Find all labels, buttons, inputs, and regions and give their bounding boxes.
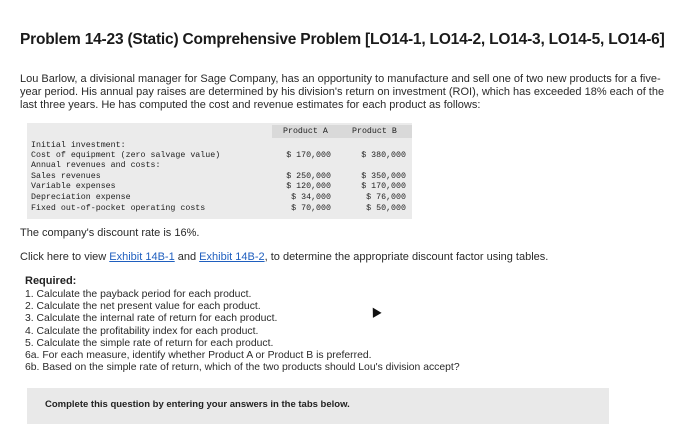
- table-row: [31, 161, 406, 171]
- product-b-value: $ 380,000: [361, 151, 406, 160]
- problem-title: Problem 14-23 (Static) Comprehensive Problem [LO14-1, LO14-2, LO14-3, LO14-5, LO14-6]: [20, 31, 665, 48]
- click-line-prefix: Click here to view: [20, 251, 110, 263]
- product-a-value: $ 250,000: [286, 172, 331, 181]
- required-heading: Required:: [25, 275, 77, 287]
- table-row: [31, 182, 406, 192]
- table-row: [31, 172, 406, 182]
- row-label: Fixed out-of-pocket operating costs: [31, 204, 206, 213]
- table-row: [31, 141, 406, 151]
- cost-revenue-table: [27, 123, 412, 219]
- instructions-banner: [27, 388, 609, 424]
- list-item: 2. Calculate the net present value for each product.: [25, 301, 261, 313]
- row-label: Variable expenses: [31, 182, 116, 191]
- row-label: Initial investment:: [31, 141, 126, 150]
- exhibit-14b-2-link[interactable]: Exhibit 14B-2: [199, 251, 265, 263]
- table-row: [31, 193, 406, 203]
- row-label: Annual revenues and costs:: [31, 161, 161, 170]
- product-b-value: $ 170,000: [361, 182, 406, 191]
- product-a-value: $ 34,000: [291, 193, 331, 202]
- product-b-value: $ 50,000: [366, 204, 406, 213]
- column-header-product-a: Product A: [283, 127, 328, 136]
- row-label: Depreciation expense: [31, 193, 131, 202]
- column-header-product-b: Product B: [352, 127, 397, 136]
- instructions-banner-text: Complete this question by entering your answers in the tabs below.: [45, 399, 350, 410]
- problem-intro: Lou Barlow, a divisional manager for Sage Company, has an opportunity to manufacture and sell one of two new products for a five-year period. His annual pay raises are determined by his division's return on investment (ROI), which has exceeded 18% each of the last three years. He has computed the cost and revenue estimates for each product as follows:: [20, 73, 665, 111]
- list-item: 3. Calculate the internal rate of return for each product.: [25, 313, 278, 325]
- list-item: 4. Calculate the profitability index for each product.: [25, 325, 259, 337]
- table-row: [31, 204, 406, 214]
- product-a-value: $ 120,000: [286, 182, 331, 191]
- list-item: 1. Calculate the payback period for each product.: [25, 289, 252, 300]
- exhibit-14b-1-link[interactable]: Exhibit 14B-1: [109, 251, 175, 263]
- row-label: Sales revenues: [31, 172, 101, 181]
- product-a-value: $ 170,000: [286, 151, 331, 160]
- list-item: 6a. For each measure, identify whether Product A or Product B is preferred.: [25, 350, 372, 362]
- discount-rate-text: The company's discount rate is 16%.: [20, 227, 200, 239]
- row-label: Cost of equipment (zero salvage value): [31, 151, 221, 160]
- click-line-suffix: , to determine the appropriate discount factor using tables.: [264, 251, 549, 263]
- click-line-middle: and: [174, 251, 200, 263]
- exhibit-instructions: [20, 251, 548, 263]
- product-b-value: $ 350,000: [361, 172, 406, 181]
- table-row: [31, 151, 406, 161]
- required-list: [25, 289, 460, 374]
- list-item: 5. Calculate the simple rate of return for each product.: [25, 337, 274, 349]
- product-b-value: $ 76,000: [366, 193, 406, 202]
- list-item: 6b. Based on the simple rate of return, which of the two products should Lou's division accept?: [25, 362, 460, 374]
- product-a-value: $ 70,000: [291, 204, 331, 213]
